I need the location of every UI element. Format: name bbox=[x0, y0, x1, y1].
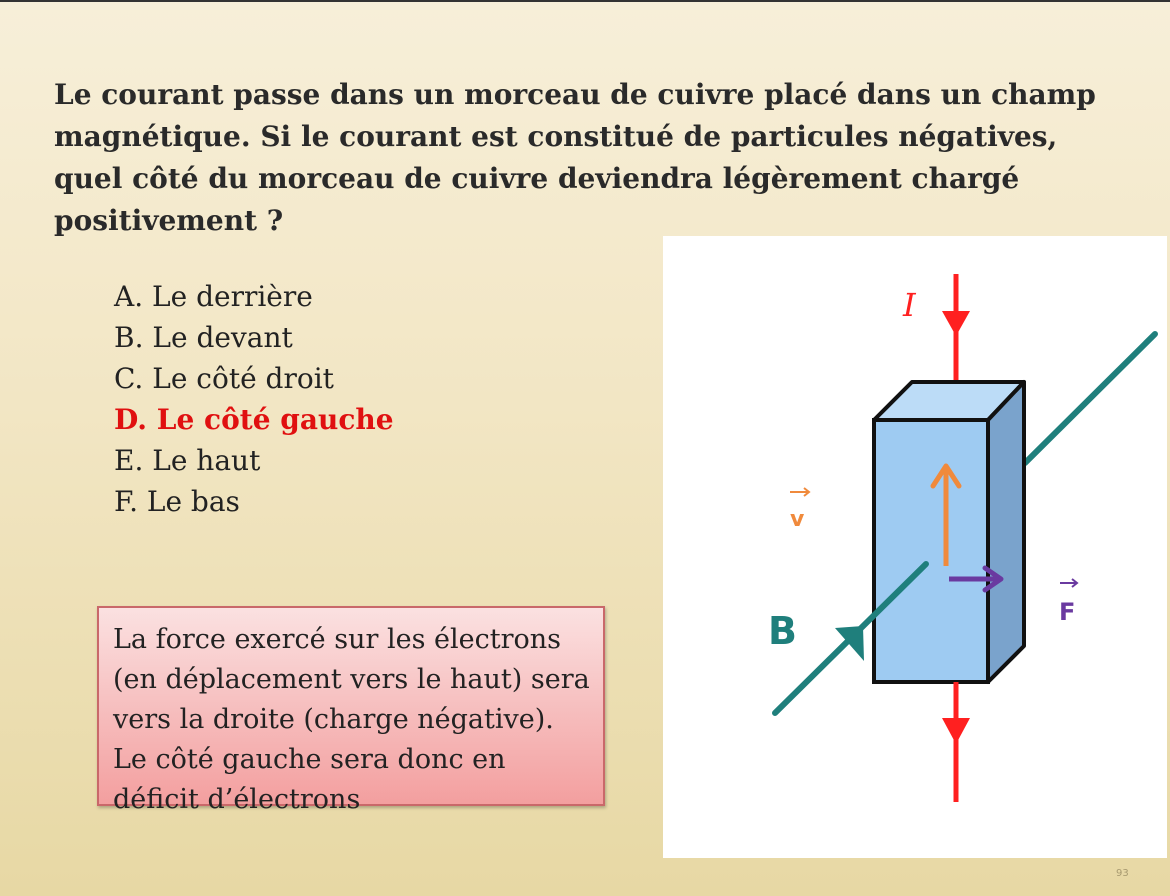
hall-effect-diagram bbox=[663, 236, 1167, 858]
block-front-face bbox=[874, 420, 988, 682]
option-b[interactable]: B. Le devant bbox=[114, 321, 293, 354]
field-label: B bbox=[768, 609, 797, 653]
top-border bbox=[0, 0, 1170, 2]
hall-effect-figure bbox=[663, 236, 1167, 858]
question-text: Le courant passe dans un morceau de cuivre placé dans un champ magnétique. Si le courant est constitué de particules négatives, quel côté du morceau de cuivre deviendra légèrement chargé positivement ? bbox=[54, 78, 1096, 237]
velocity-label: v bbox=[790, 507, 805, 532]
block-side-face bbox=[988, 382, 1024, 682]
answer-options bbox=[114, 276, 394, 522]
field-arrowhead bbox=[835, 626, 864, 661]
option-a[interactable]: A. Le derrière bbox=[114, 280, 313, 313]
page-number: 93 bbox=[1116, 868, 1129, 879]
current-arrow-bottom bbox=[942, 718, 970, 744]
current-arrow-top bbox=[942, 311, 970, 336]
current-label: I bbox=[903, 286, 916, 324]
option-c[interactable]: C. Le côté droit bbox=[114, 362, 334, 395]
field-line-back bbox=[1025, 334, 1155, 463]
option-d-correct[interactable]: D. Le côté gauche bbox=[114, 403, 394, 436]
option-e[interactable]: E. Le haut bbox=[114, 444, 261, 477]
force-label: F bbox=[1059, 598, 1076, 626]
explanation-box: La force exercé sur les électrons (en déplacement vers le haut) sera vers la droite (charge négative). Le côté gauche sera donc en déficit d’électrons bbox=[97, 606, 605, 806]
option-f[interactable]: F. Le bas bbox=[114, 485, 240, 518]
